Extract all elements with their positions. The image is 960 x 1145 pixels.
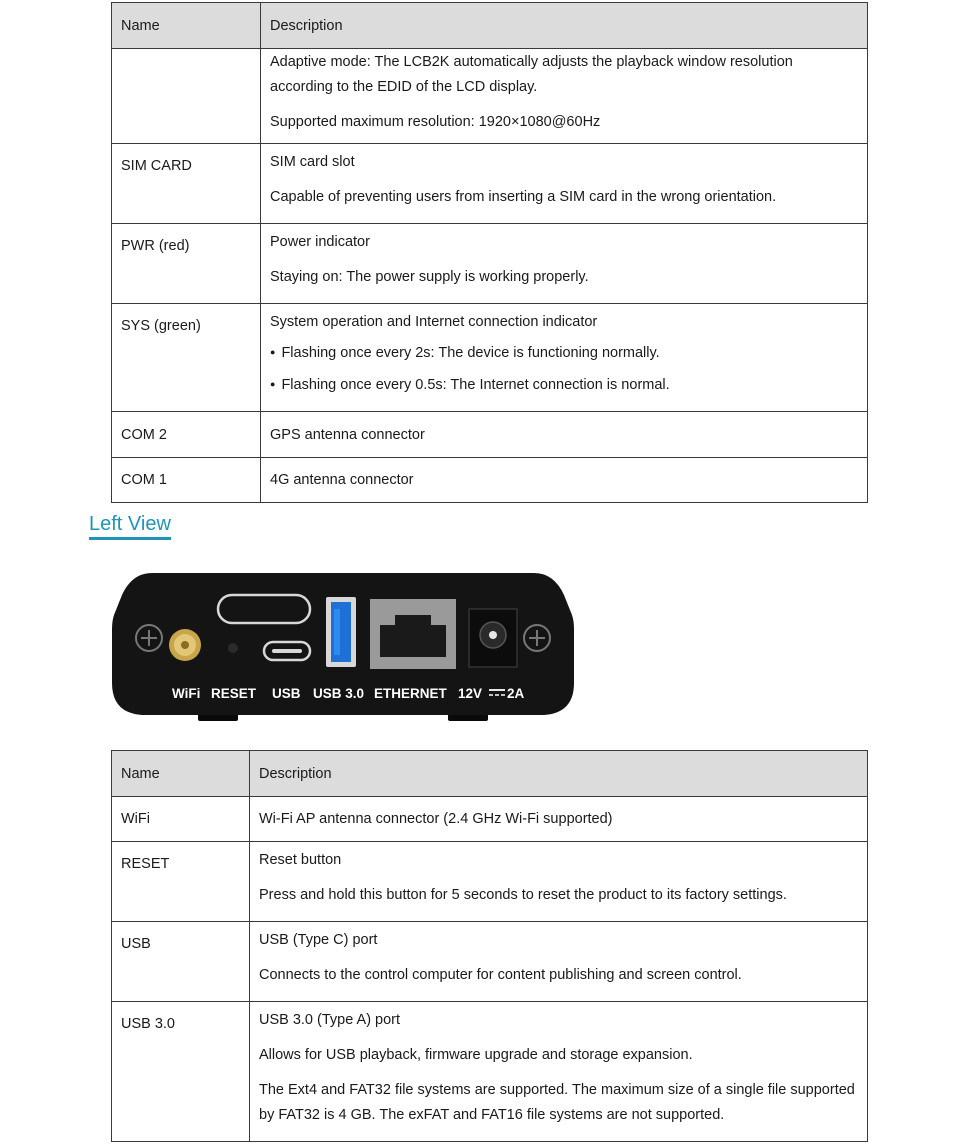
table-row (112, 144, 868, 224)
label-usb: USB (272, 686, 301, 701)
table-row (112, 797, 868, 842)
desc-line: USB (Type C) port (259, 932, 378, 948)
desc-line: The Ext4 and FAT32 file systems are supported. The maximum size of a single file supported by FAT32 is 4 GB. The exFAT and FAT16 file systems are not supported. (259, 1082, 855, 1123)
device-left-view-image (112, 565, 574, 725)
row-name: RESET (112, 842, 250, 922)
desc-bullet: ● Flashing once every 0.5s: The Internet connection is normal. (270, 373, 858, 399)
row-name: PWR (red) (112, 224, 261, 304)
row-name (112, 49, 261, 144)
row-description: Wi-Fi AP antenna connector (2.4 GHz Wi-Fi supported) (250, 797, 868, 842)
label-reset: RESET (211, 686, 257, 701)
desc-line: SIM card slot (270, 154, 355, 170)
table-header-row (112, 3, 868, 49)
header-description: Description (250, 751, 868, 797)
row-description (261, 224, 868, 304)
row-description (261, 144, 868, 224)
desc-line: Adaptive mode: The LCB2K automatically adjusts the playback window resolution according to the EDID of the LCD display. (270, 54, 793, 95)
row-name: SIM CARD (112, 144, 261, 224)
row-description: 4G antenna connector (261, 458, 868, 503)
ethernet-port-icon (370, 599, 456, 669)
desc-bullet: ● Flashing once every 2s: The device is functioning normally. (270, 341, 858, 367)
row-description: GPS antenna connector (261, 412, 868, 458)
desc-line: Supported maximum resolution: 1920×1080@60Hz (270, 114, 601, 130)
label-wifi: WiFi (172, 686, 201, 701)
row-description (250, 922, 868, 1002)
label-2a: 2A (507, 686, 525, 701)
label-ethernet: ETHERNET (374, 686, 447, 701)
section-heading-left-view: Left View (89, 512, 171, 540)
table-row (112, 922, 868, 1002)
row-name: USB (112, 922, 250, 1002)
table-row (112, 458, 868, 503)
row-name: SYS (green) (112, 304, 261, 412)
label-usb3: USB 3.0 (313, 686, 365, 701)
table-header-row (112, 751, 868, 797)
wifi-antenna-connector-icon (169, 629, 201, 661)
label-12v: 12V (458, 686, 483, 701)
bottom-spec-table (111, 750, 868, 1142)
row-description (261, 49, 868, 144)
desc-line: Allows for USB playback, firmware upgrade and storage expansion. (259, 1047, 693, 1063)
desc-line: System operation and Internet connection indicator (270, 314, 598, 330)
dc-power-jack-icon (469, 609, 517, 667)
table-row (112, 1002, 868, 1142)
table-row (112, 412, 868, 458)
desc-line: USB 3.0 (Type A) port (259, 1012, 401, 1028)
row-description (261, 304, 868, 412)
desc-line: Power indicator (270, 234, 370, 250)
top-spec-table (111, 2, 868, 503)
table-row (112, 842, 868, 922)
header-description: Description (261, 3, 868, 49)
row-name: USB 3.0 (112, 1002, 250, 1142)
desc-line: Staying on: The power supply is working properly. (270, 269, 589, 285)
row-description (250, 1002, 868, 1142)
usb3-port-icon (326, 597, 356, 667)
header-name: Name (112, 3, 261, 49)
table-row (112, 49, 868, 144)
reset-hole-icon (228, 643, 238, 653)
row-name: COM 1 (112, 458, 261, 503)
row-name: COM 2 (112, 412, 261, 458)
header-name: Name (112, 751, 250, 797)
row-description (250, 842, 868, 922)
row-name: WiFi (112, 797, 250, 842)
table-row (112, 224, 868, 304)
desc-line: Capable of preventing users from inserting a SIM card in the wrong orientation. (270, 189, 777, 205)
table-row (112, 304, 868, 412)
desc-line: Connects to the control computer for content publishing and screen control. (259, 967, 742, 983)
desc-line: Reset button (259, 852, 342, 868)
desc-line: Press and hold this button for 5 seconds to reset the product to its factory settings. (259, 887, 787, 903)
